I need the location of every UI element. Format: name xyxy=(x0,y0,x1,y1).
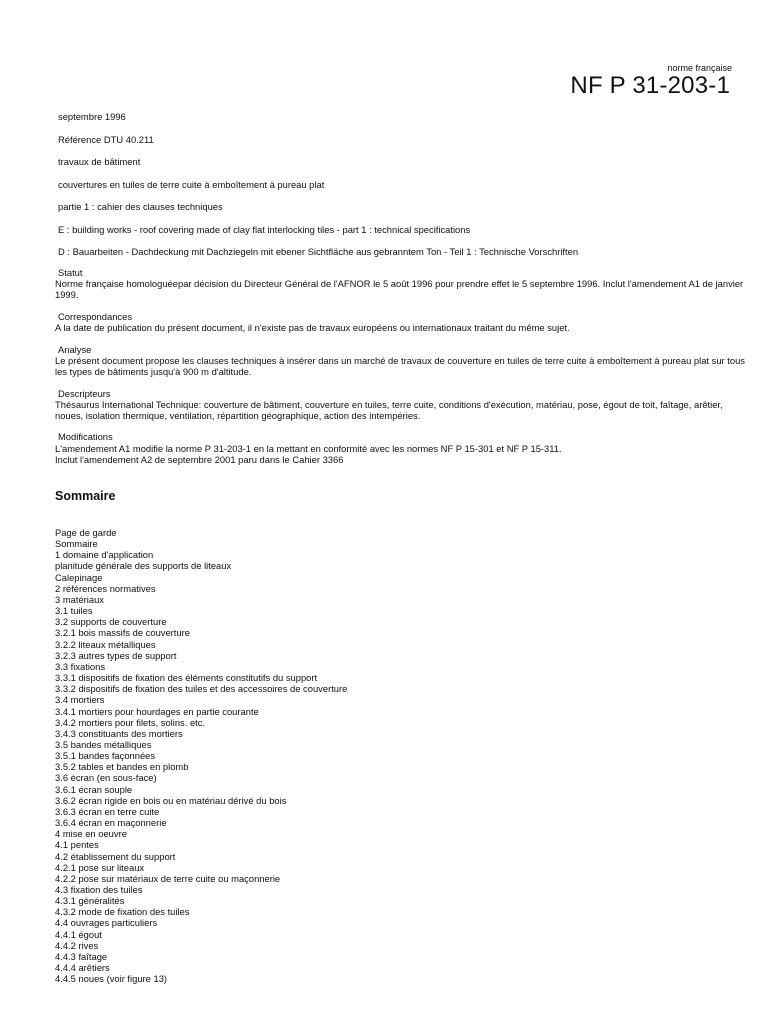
section-correspondances xyxy=(55,311,745,333)
document-part: partie 1 : cahier des clauses techniques xyxy=(58,201,223,212)
section-analyse xyxy=(55,344,745,378)
toc-item[interactable]: 3.3.1 dispositifs de fixation des éléments constitutifs du support xyxy=(55,672,318,684)
toc-item[interactable]: 3.6.2 écran rigide en bois ou en matériau dérivé du bois xyxy=(55,794,287,806)
toc-item[interactable]: 4.3.1 généralités xyxy=(55,895,125,907)
toc-item[interactable]: 4.1 pentes xyxy=(55,839,99,851)
document-title: couvertures en tuiles de terre cuite à emboîtement à pureau plat xyxy=(58,178,325,190)
norme-code: NF P 31-203-1 xyxy=(570,72,730,99)
section-heading: Descripteurs xyxy=(58,387,111,399)
section-heading: Analyse xyxy=(58,343,92,355)
toc-item[interactable]: 3.2.3 autres types de support xyxy=(55,649,177,661)
section-body: Le présent document propose les clauses techniques à insérer dans un marché de travaux de couverture en tuiles de terre cuite à emboîtement à pureau plat sur tous les types de bâtiments jusqu'à 900 m d'altitude. xyxy=(55,354,745,378)
toc-item[interactable]: Sommaire xyxy=(55,538,98,550)
toc-item[interactable]: 4.2.1 pose sur liteaux xyxy=(55,861,145,873)
toc-item[interactable]: 3.5.1 bandes façonnées xyxy=(55,750,156,762)
section-heading: Statut xyxy=(58,267,83,278)
toc-item[interactable]: 4.4.3 faîtage xyxy=(55,950,108,962)
section-body-line: Inclut l'amendement A2 de septembre 2001 paru dans le Cahier 3366 xyxy=(55,453,344,465)
section-heading: Modifications xyxy=(58,431,113,443)
toc-item[interactable]: 3.6 écran (en sous-face) xyxy=(55,772,157,784)
toc-item[interactable]: Page de garde xyxy=(55,527,117,538)
toc-item[interactable]: 3.6.3 écran en terre cuite xyxy=(55,805,160,817)
toc-item[interactable]: 3.2 supports de couverture xyxy=(55,616,167,628)
section-descripteurs xyxy=(55,388,745,422)
toc-item[interactable]: 3.3.2 dispositifs de fixation des tuiles et des accessoires de couverture xyxy=(55,683,348,695)
toc-item[interactable]: 3 matériaux xyxy=(55,593,104,605)
toc-item[interactable]: 4.4.1 égout xyxy=(55,928,102,940)
section-statut xyxy=(55,267,745,301)
toc-item[interactable]: 4.4.2 rives xyxy=(55,939,99,951)
toc-item[interactable]: 3.4.2 mortiers pour filets, solins. etc. xyxy=(55,716,206,728)
english-title: E : building works - roof covering made of clay flat interlocking tiles - part 1 : technical specifications xyxy=(58,223,471,235)
section-body: A la date de publication du présent document, il n'existe pas de travaux européens ou internationaux traitant du même sujet. xyxy=(55,322,570,334)
toc-item[interactable]: 4.2 établissement du support xyxy=(55,850,176,862)
toc-item[interactable]: 3.2.1 bois massifs de couverture xyxy=(55,627,190,639)
toc-item[interactable]: 4.4 ouvrages particuliers xyxy=(55,917,158,929)
toc-item[interactable]: 3.2.2 liteaux métalliques xyxy=(55,638,156,650)
document-sections xyxy=(55,267,745,475)
dtu-reference: Référence DTU 40.211 xyxy=(58,133,154,145)
document-meta xyxy=(58,111,748,269)
toc-item[interactable]: 4.3 fixation des tuiles xyxy=(55,884,143,895)
section-modifications xyxy=(55,431,745,465)
toc-item[interactable]: 1 domaine d'application xyxy=(55,549,154,561)
toc-item[interactable]: 3.5.2 tables et bandes en plomb xyxy=(55,761,189,773)
toc-item[interactable]: 3.3 fixations xyxy=(55,660,106,672)
toc-item[interactable]: 4.4.5 noues (voir figure 13) xyxy=(55,973,168,985)
section-body-line: L'amendement A1 modifie la norme P 31-203-1 en la mettant en conformité avec les normes NF P 15-301 et NF P 15-311. xyxy=(55,442,562,454)
section-body: Thésaurus International Technique: couverture de bâtiment, couverture en tuiles, terre cuite, conditions d'exécution, matériau, pose, égout de toit, faîtage, arêtier, noues, isolation thermique, ventilation, répartition géographique, action des intempéries. xyxy=(55,398,723,421)
toc-item[interactable]: 4.2.2 pose sur matériaux de terre cuite ou maçonnerie xyxy=(55,872,281,884)
german-title: D : Bauarbeiten - Dachdeckung mit Dachziegeln mit ebener Sichtfläche aus gebranntem Ton - Teil 1 : Technische Vorschriften xyxy=(58,246,579,257)
toc-item[interactable]: 3.6.4 écran en maçonnerie xyxy=(55,817,167,829)
toc-item[interactable]: 4.3.2 mode de fixation des tuiles xyxy=(55,906,190,918)
toc-item[interactable]: 4 mise en oeuvre xyxy=(55,828,127,840)
toc-item[interactable]: 3.4 mortiers xyxy=(55,694,105,706)
publication-date: septembre 1996 xyxy=(58,111,126,122)
table-of-contents xyxy=(55,527,655,984)
toc-item[interactable]: Calepinage xyxy=(55,571,103,583)
toc-item[interactable]: 3.5 bandes métalliques xyxy=(55,738,152,750)
toc-item[interactable]: 3.6.1 écran souple xyxy=(55,783,133,795)
toc-item[interactable]: 3.4.1 mortiers pour hourdages en partie courante xyxy=(55,705,259,717)
toc-item[interactable]: 3.4.3 constituants des mortiers xyxy=(55,727,183,739)
toc-item[interactable]: planitude générale des supports de liteaux xyxy=(55,560,232,572)
section-heading: Correspondances xyxy=(58,310,133,322)
toc-item[interactable]: 2 références normatives xyxy=(55,582,156,594)
document-domain: travaux de bâtiment xyxy=(58,156,141,167)
sommaire-title: Sommaire xyxy=(55,489,116,503)
norme-label: norme française xyxy=(667,63,732,73)
section-body: Norme française homologuéepar décision du Directeur Général de l'AFNOR le 5 août 1996 pour prendre effet le 5 septembre 1996. Inclut l'amendement A1 de janvier 1999. xyxy=(55,278,744,301)
toc-item[interactable]: 3.1 tuiles xyxy=(55,605,93,617)
toc-item[interactable]: 4.4.4 arêtiers xyxy=(55,962,110,974)
